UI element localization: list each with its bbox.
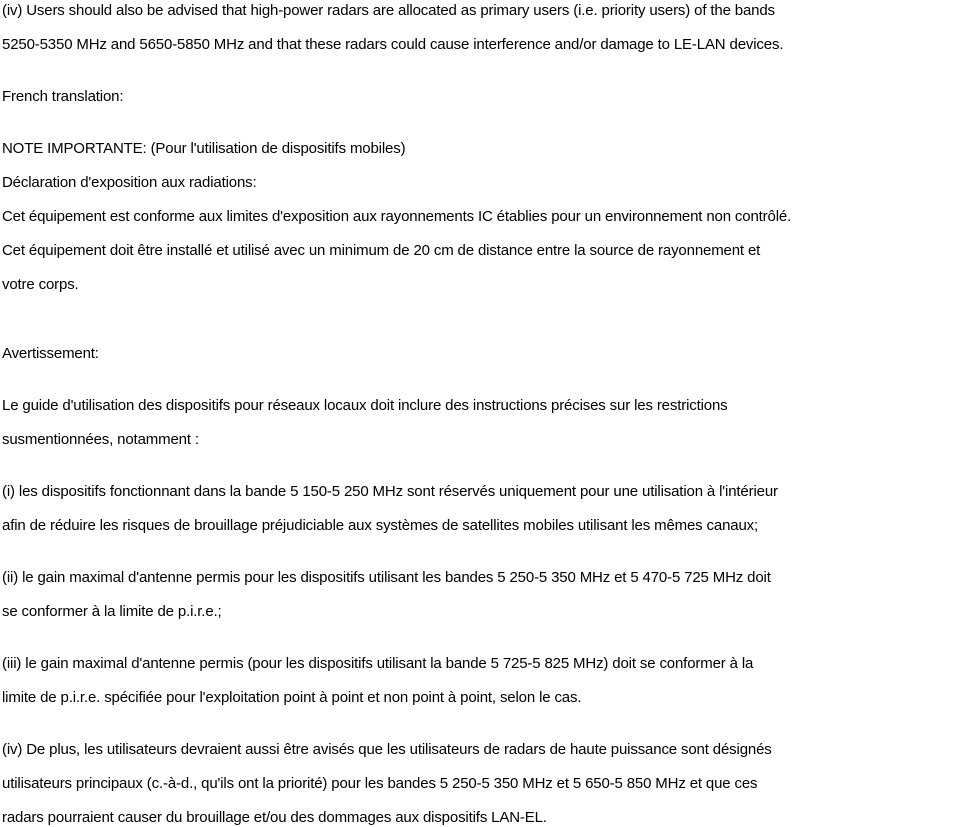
text-line: Cet équipement est conforme aux limites d'exposition aux rayonnements IC établies pour un environnement non contrôlé. (2, 208, 792, 225)
section-heading: French translation: (2, 88, 124, 105)
text-line: (i) les dispositifs fonctionnant dans la bande 5 150-5 250 MHz sont réservés uniquement pour une utilisation à l'intérieur (2, 483, 778, 500)
section-heading: NOTE IMPORTANTE: (Pour l'utilisation de dispositifs mobiles) (2, 140, 406, 157)
text-line: (iv) Users should also be advised that high-power radars are allocated as primary users (i.e. priority users) of the bands (2, 2, 775, 19)
text-line: 5250-5350 MHz and 5650-5850 MHz and that these radars could cause interference and/or damage to LE-LAN devices. (2, 36, 784, 53)
text-line: (ii) le gain maximal d'antenne permis pour les dispositifs utilisant les bandes 5 250-5 350 MHz et 5 470-5 725 MHz doit (2, 569, 771, 586)
text-line: Déclaration d'exposition aux radiations: (2, 174, 257, 191)
section-heading: Avertissement: (2, 345, 99, 362)
text-line: radars pourraient causer du brouillage et/ou des dommages aux dispositifs LAN-EL. (2, 809, 547, 826)
text-line: susmentionnées, notamment : (2, 431, 199, 448)
text-line: votre corps. (2, 276, 79, 293)
text-line: (iv) De plus, les utilisateurs devraient aussi être avisés que les utilisateurs de radars de haute puissance sont désignés (2, 741, 772, 758)
text-line: limite de p.i.r.e. spécifiée pour l'exploitation point à point et non point à point, selon le cas. (2, 689, 582, 706)
text-line: afin de réduire les risques de brouillage préjudiciable aux systèmes de satellites mobiles utilisant les mêmes canaux; (2, 517, 759, 534)
text-line: se conformer à la limite de p.i.r.e.; (2, 603, 222, 620)
text-line: utilisateurs principaux (c.-à-d., qu'ils ont la priorité) pour les bandes 5 250-5 350 MHz et 5 650-5 850 MHz et que ces (2, 775, 758, 792)
text-line: Le guide d'utilisation des dispositifs pour réseaux locaux doit inclure des instructions précises sur les restrictions (2, 397, 728, 414)
text-line: Cet équipement doit être installé et utilisé avec un minimum de 20 cm de distance entre la source de rayonnement et (2, 242, 761, 259)
text-line: (iii) le gain maximal d'antenne permis (pour les dispositifs utilisant la bande 5 725-5 825 MHz) doit se conformer à la (2, 655, 754, 672)
